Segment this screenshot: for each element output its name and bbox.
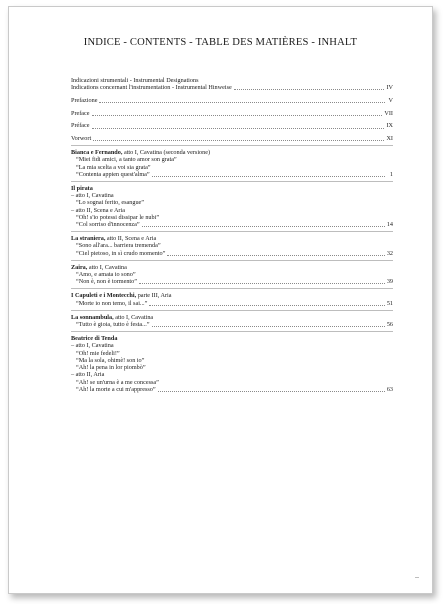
- toc-line: “Lo sognai ferito, esangue”: [76, 199, 145, 207]
- toc-line: “Ciel pietoso, in sì crudo momento”: [76, 249, 166, 257]
- toc-line: “Ma la sola, ohimè! son io”: [76, 356, 145, 364]
- toc-entry-pirata[interactable]: [71, 185, 393, 228]
- dot-leader: [152, 321, 385, 327]
- page-number: V: [388, 96, 393, 104]
- opera-title: Il pirata: [71, 185, 93, 193]
- page-number: VII: [384, 109, 393, 117]
- toc-line: “Non è, non è tormento”: [76, 278, 137, 286]
- dot-leader: [234, 84, 385, 90]
- toc-line: Preface: [71, 109, 90, 117]
- page-number: 63: [386, 385, 393, 393]
- toc-line: “Tutto è gioia, tutto è festa...”: [76, 321, 150, 329]
- page-number: 51: [386, 299, 393, 307]
- toc-line: – atto I, Cavatina: [71, 192, 114, 200]
- toc-line: “Miei fidi amici, a tanto amor son grata”: [76, 156, 177, 164]
- opera-detail: atto II, Scena e Aria: [105, 235, 157, 243]
- toc-entry-preface[interactable]: [71, 110, 393, 117]
- toc-line: “La mia scelta a voi sia grata”: [76, 163, 151, 171]
- toc-entry-prefazione[interactable]: [71, 97, 393, 104]
- opera-detail: atto I, Cavatina: [113, 313, 154, 321]
- page-number: IV: [386, 84, 393, 92]
- section-divider: [71, 288, 393, 289]
- toc-line: “Ah! la morte a cui m'appresso”: [76, 385, 156, 393]
- dot-leader: [92, 123, 385, 129]
- toc-entry-bianca[interactable]: [71, 149, 393, 178]
- toc-line: – atto I, Cavatina: [71, 342, 114, 350]
- opera-title: La sonnambula,: [71, 313, 114, 321]
- document-page: [8, 6, 433, 594]
- toc-line: “Morte io non temo, il sai...”: [76, 299, 148, 307]
- toc-line: “Oh! s'io potessi dissipar le nubi”: [76, 213, 160, 221]
- section-divider: [71, 260, 393, 261]
- toc-entry-zaira[interactable]: [71, 264, 393, 286]
- section-divider: [71, 331, 393, 332]
- opera-detail: atto I, Cavatina (seconda versione): [122, 149, 211, 157]
- toc-entry-instrumental[interactable]: [71, 77, 393, 91]
- toc-line: – atto II, Aria: [71, 371, 105, 379]
- toc-entry-sonnambula[interactable]: [71, 314, 393, 328]
- page-number: XI: [386, 135, 393, 143]
- scan-mark: [415, 577, 419, 578]
- page-number: 1: [389, 170, 393, 178]
- section-divider: [71, 310, 393, 311]
- dot-leader: [152, 171, 385, 177]
- page-title: INDICE - CONTENTS - TABLE DES MATIÈRES - INHALT: [83, 37, 358, 48]
- page-number: 56: [386, 321, 393, 329]
- dot-leader: [149, 300, 384, 306]
- toc-line: – atto II, Scena e Aria: [71, 206, 125, 214]
- toc-line: Préface: [71, 122, 90, 130]
- opera-detail: atto I, Cavatina: [87, 263, 127, 271]
- toc-line: Indications concernant l'instrumentation - Instrumental Hinweise: [71, 84, 232, 92]
- toc-entry-preface-fr[interactable]: [71, 122, 393, 129]
- page-number: 39: [386, 278, 393, 286]
- toc-entry-straniera[interactable]: [71, 235, 393, 257]
- toc-line: “Ah! se un'urna è a me concessa”: [76, 378, 159, 386]
- toc-entry-capuleti[interactable]: [71, 292, 393, 306]
- section-divider: [71, 181, 393, 182]
- toc-line: “Amo, e amata io sono”: [76, 271, 136, 279]
- toc-line: “Contenta appien quest'alma”: [76, 170, 150, 178]
- toc-line: “Oh! mie fedeli!”: [76, 349, 120, 357]
- dot-leader: [139, 278, 385, 284]
- page-number: 32: [386, 249, 393, 257]
- toc-line: Prefazione: [71, 96, 98, 104]
- toc-line: “Ah! la pena in lor piombò”: [76, 364, 146, 372]
- opera-title: Beatrice di Tenda: [71, 335, 118, 343]
- dot-leader: [142, 221, 385, 227]
- dot-leader: [92, 110, 383, 116]
- table-of-contents: [71, 77, 393, 393]
- toc-entry-vorwort[interactable]: [71, 135, 393, 142]
- toc-line: “Sono all'ara... barriera tremenda”: [76, 242, 161, 250]
- opera-title: Bianca e Fernando,: [71, 149, 123, 157]
- toc-line: Vorwort: [71, 135, 92, 143]
- dot-leader: [158, 386, 385, 392]
- section-divider: [71, 231, 393, 232]
- toc-line: “Col sorriso d'innocenza”: [76, 221, 140, 229]
- dot-leader: [93, 135, 384, 141]
- dot-leader: [99, 97, 385, 103]
- opera-detail: parte III, Aria: [136, 292, 172, 300]
- page-number: IX: [386, 122, 393, 130]
- opera-title: La straniera,: [71, 235, 106, 243]
- dot-leader: [167, 250, 384, 256]
- section-divider: [71, 145, 393, 146]
- page-number: 14: [386, 221, 393, 229]
- toc-entry-beatrice[interactable]: [71, 335, 393, 393]
- opera-title: Zaira,: [71, 263, 88, 271]
- opera-title: I Capuleti e i Montecchi,: [71, 292, 137, 300]
- toc-line: Indicazioni strumentali - Instrumental Designations: [71, 77, 199, 84]
